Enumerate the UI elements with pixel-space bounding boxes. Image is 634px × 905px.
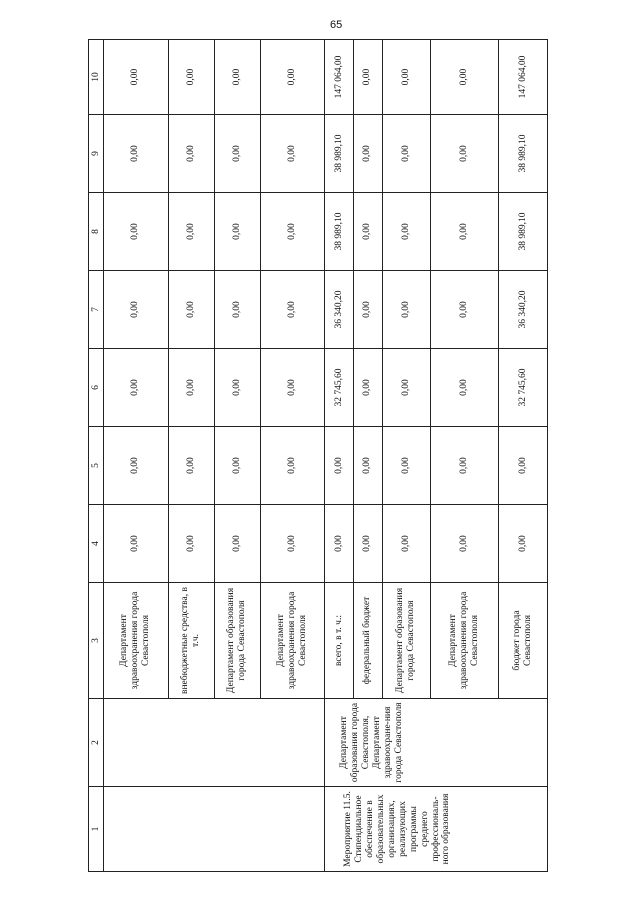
column-number: 4 (89, 505, 104, 583)
value-cell: 147 064,00 (325, 40, 354, 115)
value-cell: 0,00 (431, 427, 499, 505)
value-cell: 0,00 (353, 349, 382, 427)
value-cell: 0,00 (104, 505, 169, 583)
value-cell: 147 064,00 (499, 40, 548, 115)
value-cell: 0,00 (353, 193, 382, 271)
continuation-cell (104, 787, 325, 872)
value-cell: 0,00 (431, 115, 499, 193)
value-cell: 0,00 (382, 271, 431, 349)
value-cell: 32 745,60 (325, 349, 354, 427)
value-cell: 0,00 (431, 40, 499, 115)
value-cell: 0,00 (168, 505, 214, 583)
value-cell: 0,00 (431, 349, 499, 427)
column-number: 5 (89, 427, 104, 505)
value-cell: 0,00 (214, 349, 260, 427)
value-cell: 0,00 (168, 40, 214, 115)
value-cell: 0,00 (382, 193, 431, 271)
value-cell: 0,00 (353, 40, 382, 115)
source-cell: Департамент здравоохранения города Севастополя (431, 583, 499, 699)
source-cell: всего, в т. ч.: (325, 583, 354, 699)
value-cell: 0,00 (104, 40, 169, 115)
value-cell: 0,00 (168, 349, 214, 427)
column-number: 3 (89, 583, 104, 699)
value-cell: 0,00 (353, 427, 382, 505)
source-cell: Департамент образования города Севастополя (214, 583, 260, 699)
value-cell: 0,00 (325, 427, 354, 505)
column-number: 7 (89, 271, 104, 349)
value-cell: 0,00 (499, 427, 548, 505)
continuation-cell (104, 699, 325, 787)
value-cell: 0,00 (214, 193, 260, 271)
value-cell: 0,00 (260, 505, 325, 583)
value-cell: 0,00 (382, 427, 431, 505)
financing-table (88, 39, 548, 872)
page-number: 65 (330, 19, 343, 31)
value-cell: 32 745,60 (499, 349, 548, 427)
value-cell: 0,00 (431, 193, 499, 271)
value-cell: 0,00 (260, 193, 325, 271)
value-cell: 0,00 (214, 40, 260, 115)
value-cell: 0,00 (260, 349, 325, 427)
value-cell: 0,00 (260, 40, 325, 115)
value-cell: 38 989,10 (499, 115, 548, 193)
value-cell: 0,00 (168, 193, 214, 271)
value-cell: 0,00 (104, 427, 169, 505)
source-cell: Департамент образования города Севастополя (382, 583, 431, 699)
value-cell: 0,00 (214, 115, 260, 193)
source-cell: внебюджетные средства, в т.ч. (168, 583, 214, 699)
value-cell: 0,00 (260, 115, 325, 193)
value-cell: 0,00 (214, 505, 260, 583)
column-number: 6 (89, 349, 104, 427)
value-cell: 0,00 (104, 349, 169, 427)
column-number: 8 (89, 193, 104, 271)
column-number: 1 (89, 787, 104, 872)
rotated-table-wrapper (88, 40, 548, 872)
value-cell: 0,00 (499, 505, 548, 583)
source-cell: Департамент здравоохранения города Севастополя (260, 583, 325, 699)
column-number: 2 (89, 699, 104, 787)
value-cell: 0,00 (168, 115, 214, 193)
value-cell: 0,00 (260, 271, 325, 349)
activity-name-cell: Мероприятие 11.5. Стипендиальное обеспечение в образовательных организациях, реализующих программы среднего профессиональ-ного образования (325, 787, 548, 872)
executors-cell: Департамент образования города Севастополя, Департамент здравоохране-ния города Севастополя (325, 699, 548, 787)
value-cell: 0,00 (382, 115, 431, 193)
value-cell: 0,00 (168, 427, 214, 505)
column-number-row (89, 40, 104, 872)
value-cell: 0,00 (431, 271, 499, 349)
value-cell: 0,00 (104, 271, 169, 349)
value-cell: 0,00 (431, 505, 499, 583)
value-cell: 0,00 (325, 505, 354, 583)
column-number: 9 (89, 115, 104, 193)
column-number: 10 (89, 40, 104, 115)
value-cell: 38 989,10 (325, 115, 354, 193)
value-cell: 0,00 (104, 193, 169, 271)
value-cell: 0,00 (353, 505, 382, 583)
value-cell: 36 340,20 (499, 271, 548, 349)
value-cell: 0,00 (382, 349, 431, 427)
value-cell: 38 989,10 (499, 193, 548, 271)
source-cell: федеральный бюджет (353, 583, 382, 699)
table-row (104, 40, 169, 872)
source-cell: Департамент здравоохранения города Севастополя (104, 583, 169, 699)
value-cell: 36 340,20 (325, 271, 354, 349)
source-cell: бюджет города Севастополя (499, 583, 548, 699)
value-cell: 0,00 (168, 271, 214, 349)
value-cell: 0,00 (214, 427, 260, 505)
value-cell: 0,00 (382, 40, 431, 115)
value-cell: 0,00 (260, 427, 325, 505)
value-cell: 0,00 (353, 271, 382, 349)
value-cell: 0,00 (214, 271, 260, 349)
value-cell: 0,00 (382, 505, 431, 583)
table-row (325, 40, 354, 872)
value-cell: 38 989,10 (325, 193, 354, 271)
value-cell: 0,00 (104, 115, 169, 193)
value-cell: 0,00 (353, 115, 382, 193)
